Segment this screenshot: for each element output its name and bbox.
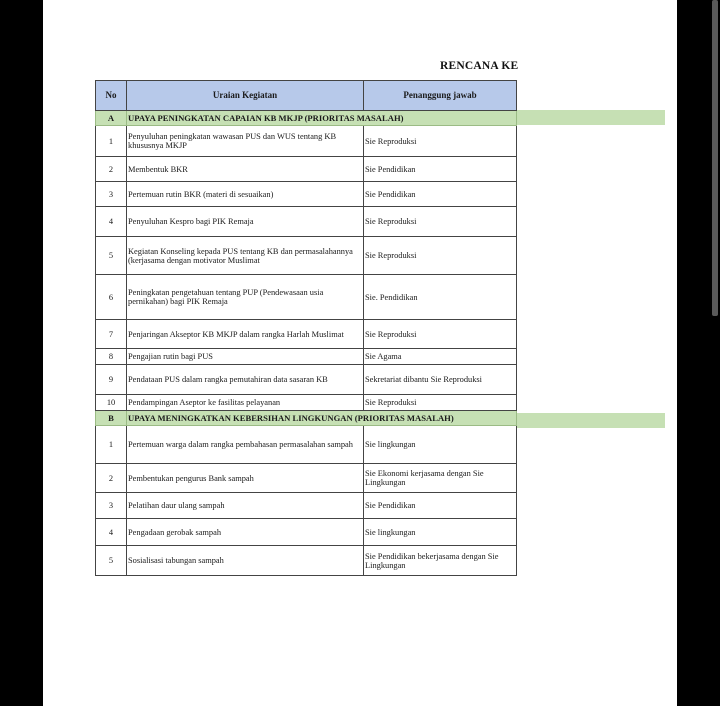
row-no: 2: [96, 464, 127, 493]
table-row: [96, 157, 517, 182]
row-uraian: Pertemuan rutin BKR (materi di sesuaikan): [127, 182, 364, 207]
table-row: [96, 237, 517, 275]
row-no: 4: [96, 207, 127, 237]
table-row: [96, 182, 517, 207]
section-row-a: [96, 111, 517, 126]
row-pj: Sie lingkungan: [364, 426, 517, 464]
row-uraian: Pendataan PUS dalam rangka pemutahiran data sasaran KB: [127, 365, 364, 395]
table-row: [96, 275, 517, 320]
row-pj: Sie. Pendidikan: [364, 275, 517, 320]
row-pj: Sie Pendidikan: [364, 157, 517, 182]
section-code: A: [96, 111, 127, 126]
section-label: UPAYA MENINGKATKAN KEBERSIHAN LINGKUNGAN (PRIORITAS MASALAH): [127, 411, 517, 426]
table-row: [96, 365, 517, 395]
table-row: [96, 546, 517, 576]
row-uraian: Penjaringan Akseptor KB MKJP dalam rangka Harlah Muslimat: [127, 320, 364, 349]
row-uraian: Kegiatan Konseling kepada PUS tentang KB dan permasalahannya (kerjasama dengan motivator Muslimat: [127, 237, 364, 275]
header-uraian: Uraian Kegiatan: [127, 81, 364, 111]
row-no: 4: [96, 519, 127, 546]
row-uraian: Peningkatan pengetahuan tentang PUP (Pendewasaan usia pernikahan) bagi PIK Remaja: [127, 275, 364, 320]
row-pj: Sekretariat dibantu Sie Reproduksi: [364, 365, 517, 395]
row-no: 3: [96, 493, 127, 519]
table-row: [96, 207, 517, 237]
header-penanggung: Penanggung jawab: [364, 81, 517, 111]
row-uraian: Membentuk BKR: [127, 157, 364, 182]
row-pj: Sie Agama: [364, 349, 517, 365]
section-code: B: [96, 411, 127, 426]
row-uraian: Pendampingan Aseptor ke fasilitas pelayanan: [127, 395, 364, 411]
row-no: 5: [96, 546, 127, 576]
row-pj: Sie Ekonomi kerjasama dengan Sie Lingkungan: [364, 464, 517, 493]
row-no: 6: [96, 275, 127, 320]
table-header-row: [96, 81, 517, 111]
row-pj: Sie Reproduksi: [364, 207, 517, 237]
row-uraian: Pembentukan pengurus Bank sampah: [127, 464, 364, 493]
row-uraian: Penyuluhan peningkatan wawasan PUS dan WUS tentang KB khususnya MKJP: [127, 126, 364, 157]
section-row-b: [96, 411, 517, 426]
row-pj: Sie Pendidikan: [364, 493, 517, 519]
row-no: 3: [96, 182, 127, 207]
row-no: 2: [96, 157, 127, 182]
section-b-band: [516, 413, 665, 428]
table-row: [96, 126, 517, 157]
row-no: 8: [96, 349, 127, 365]
document-title: RENCANA KE: [440, 60, 519, 72]
row-uraian: Pertemuan warga dalam rangka pembahasan permasalahan sampah: [127, 426, 364, 464]
table-row: [96, 395, 517, 411]
header-no: No: [96, 81, 127, 111]
table-row: [96, 349, 517, 365]
section-label: UPAYA PENINGKATAN CAPAIAN KB MKJP (PRIORITAS MASALAH): [127, 111, 517, 126]
scrollbar-thumb[interactable]: [712, 0, 718, 316]
row-uraian: Pengadaan gerobak sampah: [127, 519, 364, 546]
row-no: 9: [96, 365, 127, 395]
activity-table: [95, 80, 517, 576]
row-uraian: Pengajian rutin bagi PUS: [127, 349, 364, 365]
row-uraian: Pelatihan daur ulang sampah: [127, 493, 364, 519]
row-pj: Sie Reproduksi: [364, 237, 517, 275]
row-pj: Sie Pendidikan bekerjasama dengan Sie Lingkungan: [364, 546, 517, 576]
table-row: [96, 320, 517, 349]
row-no: 7: [96, 320, 127, 349]
table-row: [96, 426, 517, 464]
table-row: [96, 464, 517, 493]
section-a-band: [516, 110, 665, 125]
row-pj: Sie Pendidikan: [364, 182, 517, 207]
table-row: [96, 493, 517, 519]
row-pj: Sie lingkungan: [364, 519, 517, 546]
row-pj: Sie Reproduksi: [364, 126, 517, 157]
row-uraian: Sosialisasi tabungan sampah: [127, 546, 364, 576]
row-no: 1: [96, 126, 127, 157]
row-no: 10: [96, 395, 127, 411]
row-pj: Sie Reproduksi: [364, 395, 517, 411]
table-row: [96, 519, 517, 546]
row-no: 1: [96, 426, 127, 464]
row-no: 5: [96, 237, 127, 275]
row-uraian: Penyuluhan Kespro bagi PIK Remaja: [127, 207, 364, 237]
row-pj: Sie Reproduksi: [364, 320, 517, 349]
